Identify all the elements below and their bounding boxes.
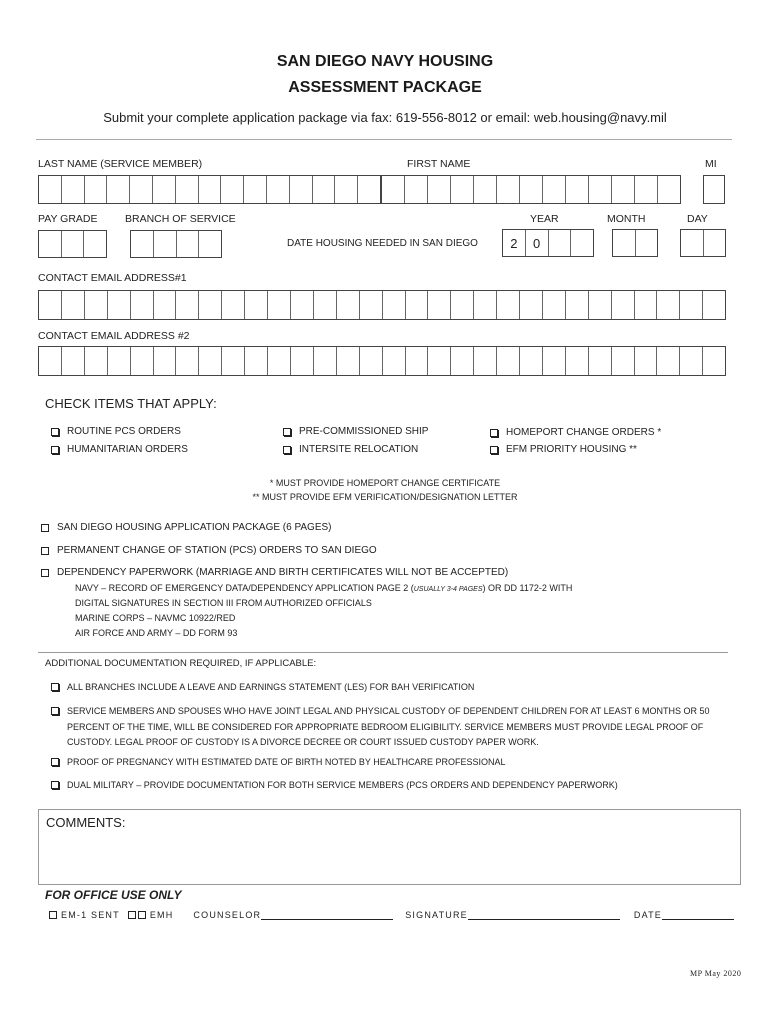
check-items-heading: CHECK ITEMS THAT APPLY: (45, 396, 217, 411)
pcs-orders-item[interactable]: PERMANENT CHANGE OF STATION (PCS) ORDERS TO SAN DIEGO (41, 545, 377, 556)
email2-input[interactable] (38, 346, 726, 376)
intersite-option[interactable]: INTERSITE RELOCATION (283, 444, 418, 455)
month-input[interactable] (612, 229, 658, 257)
day-input[interactable] (680, 229, 726, 257)
pre-commissioned-option[interactable]: PRE-COMMISSIONED SHIP (283, 426, 428, 437)
custody-item[interactable]: SERVICE MEMBERS AND SPOUSES WHO HAVE JOINT LEGAL AND PHYSICAL CUSTODY OF DEPENDENT CHILDREN FOR AT LEAST 6 MONTHS OR 50 (51, 706, 710, 716)
checkbox-icon[interactable] (490, 446, 498, 454)
checkbox-icon[interactable] (41, 524, 49, 532)
last-name-label: LAST NAME (SERVICE MEMBER) (38, 158, 203, 170)
day-label: DAY (687, 213, 708, 225)
email2-label: CONTACT EMAIL ADDRESS #2 (38, 330, 190, 342)
year-label: YEAR (530, 213, 559, 225)
checkbox-icon[interactable] (51, 683, 59, 691)
email1-input[interactable] (38, 290, 726, 320)
month-label: MONTH (607, 213, 646, 225)
checkbox-icon[interactable] (51, 428, 59, 436)
checkbox-icon[interactable] (283, 428, 291, 436)
checkbox-icon[interactable] (51, 707, 59, 715)
emh-checkbox-2[interactable] (138, 911, 146, 919)
emh-label: EMH (149, 909, 174, 920)
les-item[interactable]: ALL BRANCHES INCLUDE A LEAVE AND EARNINGS STATEMENT (LES) FOR BAH VERIFICATION (51, 682, 474, 692)
checkbox-icon[interactable] (41, 569, 49, 577)
comments-label: COMMENTS: (46, 815, 126, 830)
submit-instructions: Submit your complete application package via fax: 619-556-8012 or email: web.housing@navy.mil (103, 110, 667, 125)
last-name-input[interactable] (38, 175, 381, 204)
checkbox-icon[interactable] (490, 429, 498, 437)
checkbox-icon[interactable] (51, 781, 59, 789)
application-package-item[interactable]: SAN DIEGO HOUSING APPLICATION PACKAGE (6 PAGES) (41, 522, 332, 533)
office-use-row (49, 909, 734, 920)
dependency-item[interactable]: DEPENDENCY PAPERWORK (MARRIAGE AND BIRTH CERTIFICATES WILL NOT BE ACCEPTED) (41, 567, 508, 578)
counselor-label: COUNSELOR (193, 909, 262, 920)
navy-requirement: NAVY – RECORD OF EMERGENCY DATA/DEPENDENCY APPLICATION PAGE 2 (USUALLY 3-4 PAGES) OR DD 1172-2 WITH (75, 583, 573, 593)
checkbox-icon[interactable] (51, 758, 59, 766)
office-use-heading: FOR OFFICE USE ONLY (45, 888, 182, 902)
year-digit-2: 0 (526, 230, 549, 256)
email1-label: CONTACT EMAIL ADDRESS#1 (38, 272, 187, 284)
checkbox-icon[interactable] (283, 446, 291, 454)
revision-footer: MP May 2020 (690, 969, 742, 978)
signature-field[interactable] (468, 909, 620, 920)
em1-sent-label: EM-1 SENT (61, 909, 120, 920)
efm-note: ** MUST PROVIDE EFM VERIFICATION/DESIGNATION LETTER (252, 492, 518, 502)
counselor-field[interactable] (261, 909, 393, 920)
date-needed-label: DATE HOUSING NEEDED IN SAN DIEGO (287, 238, 478, 249)
divider (36, 139, 732, 140)
homeport-option[interactable]: HOMEPORT CHANGE ORDERS * (490, 427, 661, 438)
branch-label: BRANCH OF SERVICE (125, 213, 236, 225)
dual-military-item[interactable]: DUAL MILITARY – PROVIDE DOCUMENTATION FOR BOTH SERVICE MEMBERS (PCS ORDERS AND DEPENDENCY PAPERWORK) (51, 780, 618, 790)
divider (38, 652, 728, 653)
emh-checkbox-1[interactable] (128, 911, 136, 919)
pay-grade-label: PAY GRADE (38, 213, 98, 225)
routine-pcs-option[interactable]: ROUTINE PCS ORDERS (51, 426, 181, 437)
navy-requirement-cont: DIGITAL SIGNATURES IN SECTION III FROM AUTHORIZED OFFICIALS (75, 598, 372, 608)
checkbox-icon[interactable] (51, 446, 59, 454)
checkbox-icon[interactable] (41, 547, 49, 555)
pregnancy-item[interactable]: PROOF OF PREGNANCY WITH ESTIMATED DATE OF BIRTH NOTED BY HEALTHCARE PROFESSIONAL (51, 757, 506, 767)
first-name-input[interactable] (381, 175, 681, 204)
year-input[interactable] (502, 229, 594, 257)
af-army-requirement: AIR FORCE AND ARMY – DD FORM 93 (75, 628, 238, 638)
mi-label: MI (705, 158, 717, 170)
custody-text-cont: CUSTODY. LEGAL PROOF OF CUSTODY IS A DIVORCE DECREE OR COURT ISSUED CUSTODY PAPER WORK. (67, 737, 539, 747)
additional-heading: ADDITIONAL DOCUMENTATION REQUIRED, IF APPLICABLE: (45, 658, 317, 669)
date-label: DATE (633, 909, 663, 920)
humanitarian-option[interactable]: HUMANITARIAN ORDERS (51, 444, 188, 455)
first-name-label: FIRST NAME (407, 158, 471, 170)
year-digit-1: 2 (503, 230, 526, 256)
pay-grade-input[interactable] (38, 230, 107, 258)
date-field[interactable] (662, 909, 734, 920)
em1-sent-checkbox[interactable] (49, 911, 57, 919)
page-title: SAN DIEGO NAVY HOUSING (276, 53, 494, 70)
signature-label: SIGNATURE (405, 909, 468, 920)
custody-text-cont: PERCENT OF THE TIME, WILL BE CONSIDERED FOR APPROPRIATE BEDROOM ELIGIBILITY. SERVICE MEMBERS MUST PROVIDE LEGAL PROOF OF (67, 722, 704, 732)
branch-input[interactable] (130, 230, 222, 258)
comments-box[interactable] (38, 809, 741, 885)
homeport-note: * MUST PROVIDE HOMEPORT CHANGE CERTIFICATE (269, 478, 501, 488)
efm-option[interactable]: EFM PRIORITY HOUSING ** (490, 444, 637, 455)
marine-requirement: MARINE CORPS – NAVMC 10922/RED (75, 613, 236, 623)
page-subtitle: ASSESSMENT PACKAGE (288, 79, 482, 96)
mi-input[interactable] (703, 175, 725, 204)
